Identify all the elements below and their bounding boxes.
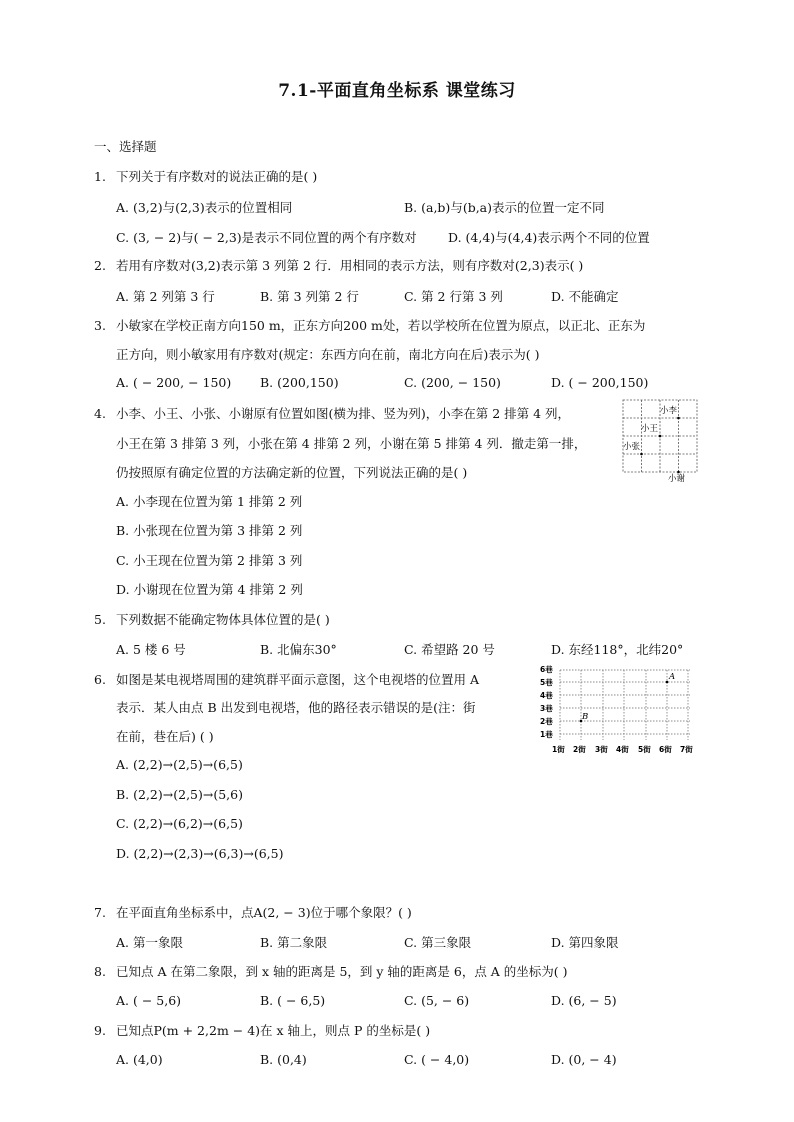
row-label: 1巷 [540, 730, 553, 739]
label-xiaoli: 小李 [660, 406, 678, 416]
option-d: D. (2,2)→(2,3)→(6,3)→(6,5) [116, 846, 284, 861]
question-text-cont: 在前，巷在后) ( ) [116, 729, 214, 744]
col-label: 6街 [659, 745, 672, 754]
col-label: 2街 [573, 745, 586, 754]
label-b: B [582, 712, 589, 722]
option-d: D. 第四象限 [551, 935, 619, 950]
option-b: B. 第 3 列第 2 行 [260, 289, 359, 304]
question-number: 9. [94, 1023, 106, 1038]
question-text-cont: 正方向，则小敏家用有序数对(规定：东西方向在前，南北方向在后)表示为( ) [116, 347, 540, 362]
question-number: 2. [94, 258, 106, 273]
question-number: 3. [94, 318, 106, 333]
question-text: 下列数据不能确定物体具体位置的是( ) [116, 612, 330, 627]
label-xiaowang: 小王 [641, 424, 659, 434]
question-2 [94, 251, 583, 280]
option-d: D. 东经118°，北纬20° [551, 642, 684, 657]
question-text-cont: 小王在第 3 排第 3 列，小张在第 4 排第 2 列，小谢在第 5 排第 4 列．撤走第一排， [116, 436, 587, 451]
option-c: C. (3, − 2)与( − 2,3)是表示不同位置的两个有序数对 [116, 230, 417, 245]
question-number: 6. [94, 672, 106, 687]
col-label: 3街 [595, 745, 608, 754]
question-text: 若用有序数对(3,2)表示第 3 列第 2 行．用相同的表示方法，则有序数对(2,3)表示( ) [116, 258, 584, 273]
section-heading: 一、选择题 [94, 139, 157, 154]
option-a: A. (2,2)→(2,5)→(6,5) [116, 757, 243, 772]
question-text: 已知点 A 在第二象限，到 x 轴的距离是 5，到 y 轴的距离是 6，点 A 的坐标为( ) [116, 964, 568, 979]
col-label: 5街 [638, 745, 651, 754]
label-xiaoxie: 小谢 [668, 474, 686, 484]
option-c: C. (200, − 150) [404, 375, 501, 390]
tv-tower-map-figure [540, 660, 702, 756]
question-number: 8. [94, 964, 106, 979]
question-number: 7. [94, 905, 106, 920]
question-text: 在平面直角坐标系中，点A(2, − 3)位于哪个象限？( ) [116, 905, 412, 920]
point-xiaoxie [677, 471, 680, 474]
option-c: C. 第三象限 [404, 935, 472, 950]
point-a [666, 681, 669, 684]
option-d: D. (6, − 5) [551, 993, 617, 1008]
row-label: 6巷 [540, 665, 553, 674]
label-xiaozhang: 小张 [623, 442, 641, 452]
option-d: D. (4,4)与(4,4)表示两个不同的位置 [448, 230, 650, 245]
col-label: 1街 [552, 745, 565, 754]
row-label: 3巷 [540, 704, 553, 713]
option-b: B. 小张现在位置为第 3 排第 2 列 [116, 523, 303, 538]
point-xiaowang [659, 435, 662, 438]
option-c: C. (5, − 6) [404, 993, 470, 1008]
option-a: A. ( − 5,6) [116, 993, 182, 1008]
question-text: 小李、小王、小张、小谢原有位置如图(横为排、竖为列)，小李在第 2 排第 4 列， [116, 406, 571, 421]
option-a: A. ( − 200, − 150) [116, 375, 232, 390]
option-a: A. 5 楼 6 号 [116, 642, 186, 657]
option-b: B. (0,4) [260, 1052, 307, 1067]
point-xiaoli [677, 417, 680, 420]
point-xiaozhang [640, 453, 643, 456]
option-d: D. ( − 200,150) [551, 375, 649, 390]
page-title: 7.1-平面直角坐标系 课堂练习 [278, 81, 516, 101]
question-text: 下列关于有序数对的说法正确的是( ) [116, 169, 318, 184]
option-a: A. 小李现在位置为第 1 排第 2 列 [116, 494, 303, 509]
option-d: D. 小谢现在位置为第 4 排第 2 列 [116, 582, 303, 597]
question-number: 4. [94, 406, 106, 421]
option-b: B. (2,2)→(2,5)→(5,6) [116, 787, 243, 802]
option-b: B. (200,150) [260, 375, 339, 390]
row-label: 4巷 [540, 691, 553, 700]
option-c: C. 希望路 20 号 [404, 642, 495, 657]
option-a: A. (4,0) [116, 1052, 163, 1067]
option-c: C. ( − 4,0) [404, 1052, 470, 1067]
col-label: 7街 [680, 745, 693, 754]
question-9 [94, 1016, 430, 1045]
question-text-cont: 表示．某人由点 B 出发到电视塔，他的路径表示错误的是(注：街 [116, 700, 476, 715]
option-c: C. (2,2)→(6,2)→(6,5) [116, 816, 243, 831]
option-c: C. 第 2 行第 3 列 [404, 289, 503, 304]
label-a: A [669, 672, 676, 682]
question-text: 小敏家在学校正南方向150 m，正东方向200 m处，若以学校所在位置为原点，以正北、正东为 [116, 318, 646, 333]
row-label: 2巷 [540, 717, 553, 726]
question-text: 如图是某电视塔周围的建筑群平面示意图，这个电视塔的位置用 A [116, 672, 480, 687]
option-d: D. (0, − 4) [551, 1052, 617, 1067]
option-a: A. 第 2 列第 3 行 [116, 289, 215, 304]
option-a: A. (3,2)与(2,3)表示的位置相同 [116, 200, 293, 215]
option-b: B. 北偏东30° [260, 642, 337, 657]
question-text: 已知点P(m + 2,2m − 4)在 x 轴上，则点 P 的坐标是( ) [116, 1023, 431, 1038]
question-4 [94, 399, 570, 428]
option-c: C. 小王现在位置为第 2 排第 3 列 [116, 553, 303, 568]
question-text-cont: 仍按照原有确定位置的方法确定新的位置，下列说法正确的是( ) [116, 465, 468, 480]
option-d: D. 不能确定 [551, 289, 619, 304]
seat-grid-figure [620, 398, 700, 484]
option-b: B. ( − 6,5) [260, 993, 326, 1008]
question-5 [94, 605, 330, 634]
question-1 [94, 162, 317, 191]
question-3 [94, 311, 645, 340]
option-b: B. 第二象限 [260, 935, 328, 950]
question-7 [94, 898, 412, 927]
row-label: 5巷 [540, 678, 553, 687]
option-b: B. (a,b)与(b,a)表示的位置一定不同 [404, 200, 605, 215]
option-a: A. 第一象限 [116, 935, 183, 950]
question-8 [94, 957, 568, 986]
question-number: 1. [94, 169, 106, 184]
col-label: 4街 [616, 745, 629, 754]
question-6 [94, 665, 479, 694]
question-number: 5. [94, 612, 106, 627]
